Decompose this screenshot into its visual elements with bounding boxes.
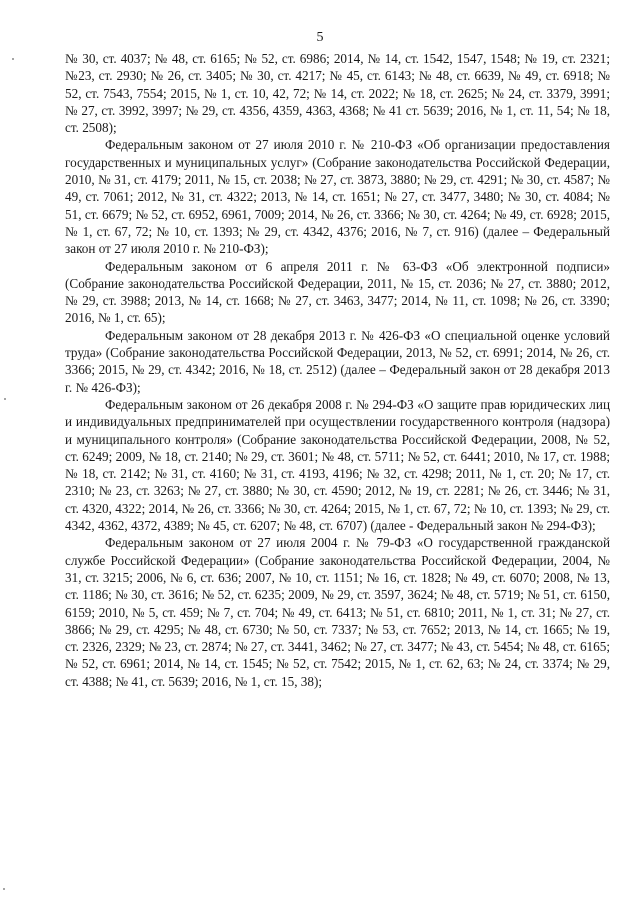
paragraph-law-63-fz: Федеральным законом от 6 апреля 2011 г. № 63-ФЗ «Об электронной подписи» (Собрание законодательства Российской Федерации, 2011, № 15, ст. 2036; № 27, ст. 3880; 2012, № 29, ст. 3988; 2013, № 14, ст. 1668; № 27, ст. 3463, 3477; 2014, № 11, ст. 1098; № 26, ст. 3390; 2016, № 1, ст. 65); (65, 258, 610, 326)
paragraph-law-210-fz: Федеральным законом от 27 июля 2010 г. № 210-ФЗ «Об организации предоставления государственных и муниципальных услуг» (Собрание законодательства Российской Федерации, 2010, № 31, ст. 4179; 2011, № 15, ст. 2038; № 27, ст. 3873, 3880; № 29, ст. 4291; № 30, ст. 4587; № 49, ст. 7061; 2012, № 31, ст. 4322; 2013, № 14, ст. 1651; № 27, ст. 3477, 3480; № 30, ст. 4084; № 51, ст. 6679; № 52, ст. 6952, 6961, 7009; 2014, № 26, ст. 3366; № 30, ст. 4264; № 49, ст. 6928; 2015, № 1, ст. 67, 72; № 10, ст. 1393; № 29, ст. 4342, 4376; 2016, № 7, ст. 916) (далее – Федеральный закон от 27 июля 2010 г. № 210-ФЗ); (65, 137, 610, 257)
scan-speck (4, 398, 6, 400)
paragraph-law-79-fz: Федеральным законом от 27 июля 2004 г. № 79-ФЗ «О государственной гражданской службе Российской Федерации» (Собрание законодательства Российской Федерации, 2004, № 31, ст. 3215; 2006, № 6, ст. 636; 2007, № 10, ст. 1151; № 16, ст. 1828; № 49, ст. 6070; 2008, № 13, ст. 1186; № 30, ст. 3616; № 52, ст. 6235; 2009, № 29, ст. 3597, 3624; № 48, ст. 5719; № 51, ст. 6150, 6159; 2010, № 5, ст. 459; № 7, ст. 704; № 49, ст. 6413; № 51, ст. 6810; 2011, № 1, ст. 31; № 27, ст. 3866; № 29, ст. 4295; № 48, ст. 6730; № 50, ст. 7337; № 53, ст. 7652; 2013, № 14, ст. 1665; № 19, ст. 2326, 2329; № 23, ст. 2874; № 27, ст. 3441, 3462; № 27, ст. 3477; № 43, ст. 5454; № 48, ст. 6165; № 52, ст. 6961; 2014, № 14, ст. 1545; № 52, ст. 7542; 2015, № 1, ст. 62, 63; № 24, ст. 3374; № 29, ст. 4388; № 41, ст. 5639; 2016, № 1, ст. 15, 38); (65, 535, 610, 689)
paragraph-law-426-fz: Федеральным законом от 28 декабря 2013 г. № 426-ФЗ «О специальной оценке условий труда» (Собрание законодательства Российской Федерации, 2013, № 52, ст. 6991; 2014, № 26, ст. 3366; 2015, № 29, ст. 4342; 2016, № 18, ст. 2512) (далее – Федеральный закон от 28 декабря 2013 г. № 426-ФЗ); (65, 327, 610, 395)
scan-speck (12, 58, 14, 60)
paragraph-law-294-fz: Федеральным законом от 26 декабря 2008 г. № 294-ФЗ «О защите прав юридических лиц и индивидуальных предпринимателей при осуществлении государственного контроля (надзора) и муниципального контроля» (Собрание законодательства Российской Федерации, 2008, № 52, ст. 6249; 2009, № 18, ст. 2140; № 29, ст. 3601; № 48, ст. 5711; № 52, ст. 6441; 2010, № 17, ст. 1988; № 18, ст. 2142; № 31, ст. 4160; № 31, ст. 4193, 4196; № 32, ст. 4298; 2011, № 1, ст. 20; № 17, ст. 2310; № 23, ст. 3263; № 27, ст. 3880; № 30, ст. 4590; 2012, № 19, ст. 2281; № 26, ст. 3446; № 31, ст. 4320, 4322; 2014, № 26, ст. 3366; № 30, ст. 4264; 2015, № 1, ст. 67, 72; № 10, ст. 1393; № 29, ст. 4342, 4362, 4372, 4389; № 45, ст. 6207; № 48, ст. 6707) (далее - Федеральный закон № 294-ФЗ); (65, 396, 610, 534)
page-number: 5 (316, 30, 324, 45)
document-body (65, 50, 610, 690)
scan-speck (3, 888, 5, 890)
paragraph-continuation: № 30, ст. 4037; № 48, ст. 6165; № 52, ст. 6986; 2014, № 14, ст. 1542, 1547, 1548; № 19, ст. 2321; №23, ст. 2930; № 26, ст. 3405; № 30, ст. 4217; № 45, ст. 6143; № 48, ст. 6639, № 49, ст. 6918; № 52, ст. 7543, 7554; 2015, № 1, ст. 10, 42, 72; № 14, ст. 2022; № 18, ст. 2625; № 24, ст. 3379, 3991; № 27, ст. 3992, 3997; № 29, ст. 4356, 4359, 4363, 4368; № 41 ст. 5639; 2016, № 1, ст. 11, 54; № 18, ст. 2508); (65, 51, 610, 136)
